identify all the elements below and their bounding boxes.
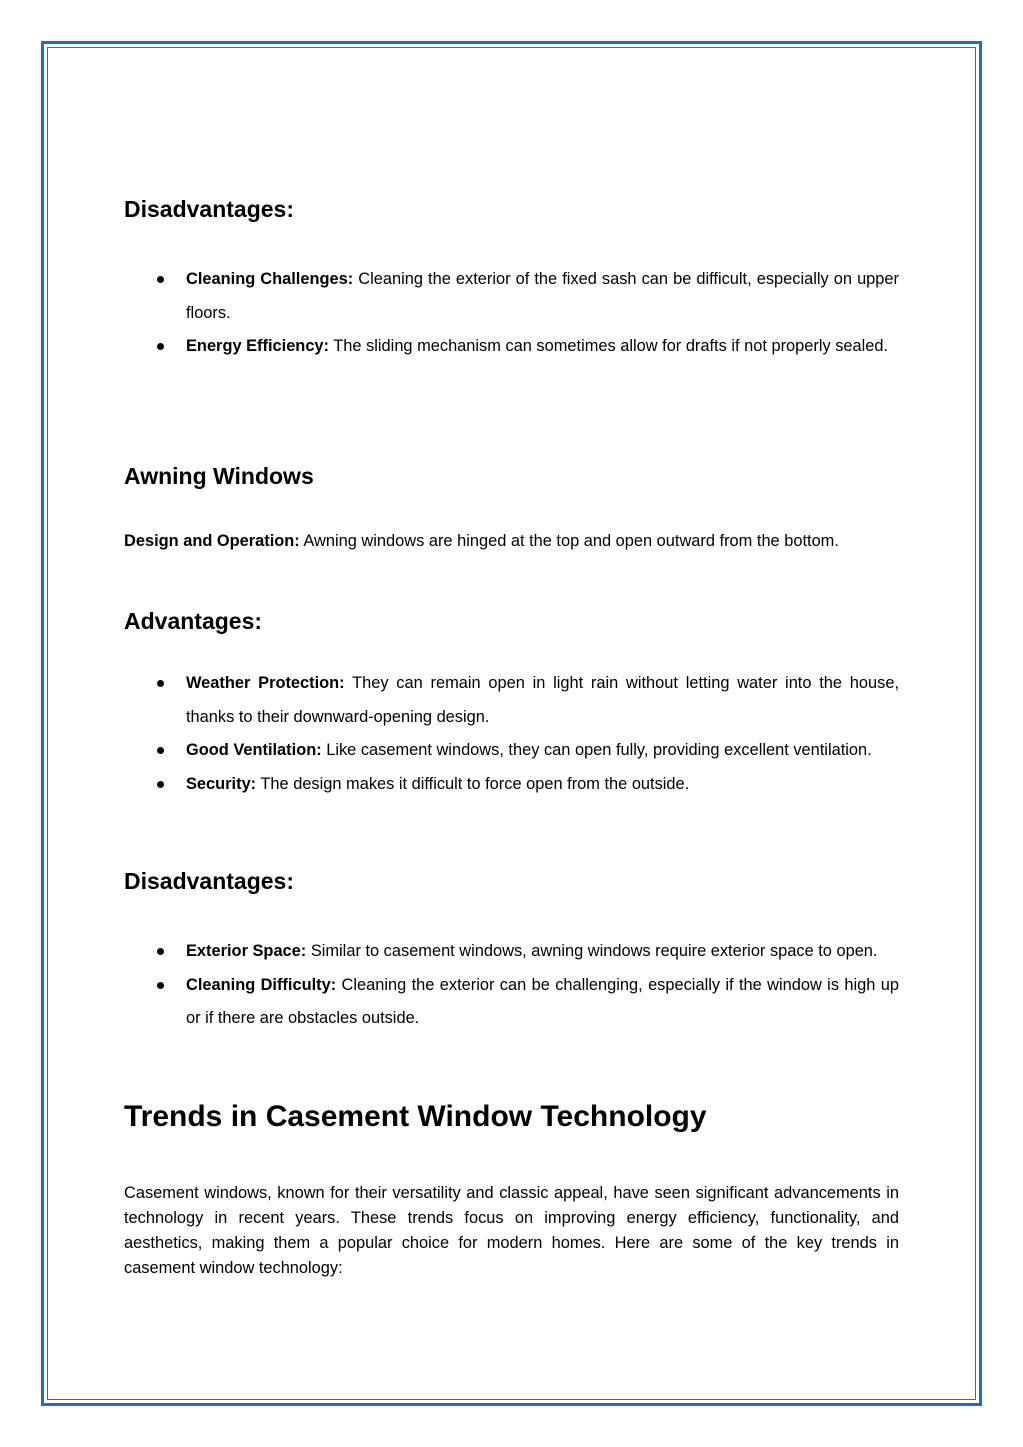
trends-paragraph: Casement windows, known for their versatility and classic appeal, have seen significant advancements in technology in recent years. These trends focus on improving energy efficiency, functionality, and aesthetics, making them a popular choice for modern homes. Here are some of the key trends in casement window technology:	[124, 1184, 899, 1277]
advantages-list	[124, 667, 899, 801]
list-item	[124, 935, 899, 969]
design-and-operation-paragraph	[124, 529, 899, 554]
item-term: Cleaning Difficulty:	[186, 975, 337, 994]
item-term: Good Ventilation:	[186, 741, 322, 759]
item-term: Cleaning Challenges:	[186, 270, 354, 288]
item-text: Cleaning the exterior of the fixed sash can be difficult, especially on upper floors.	[186, 270, 899, 322]
item-text: The design makes it difficult to force open from the outside.	[260, 774, 690, 793]
item-text: Like casement windows, they can open fully, providing excellent ventilation.	[326, 741, 872, 759]
list-item	[124, 667, 899, 734]
design-term: Design and Operation:	[124, 532, 300, 550]
design-text: Awning windows are hinged at the top and open outward from the bottom.	[303, 532, 839, 550]
bullet-icon	[157, 747, 164, 754]
trends-heading: Trends in Casement Window Technology	[124, 1100, 707, 1133]
list-item	[124, 969, 899, 1036]
list-item	[124, 768, 899, 802]
bullet-icon	[157, 781, 164, 788]
disadvantages-heading: Disadvantages:	[124, 868, 295, 894]
item-term: Energy Efficiency:	[186, 337, 330, 355]
bullet-icon	[157, 680, 164, 687]
list-item	[124, 263, 899, 330]
advantages-heading: Advantages:	[124, 608, 263, 634]
item-term: Weather Protection:	[186, 674, 345, 692]
bullet-icon	[157, 343, 164, 350]
item-text: They can remain open in light rain without letting water into the house, thanks to their downward-opening design.	[186, 674, 899, 726]
disadvantages-heading: Disadvantages:	[124, 196, 295, 222]
bullet-icon	[157, 948, 164, 955]
item-term: Security:	[186, 774, 257, 793]
item-text: Cleaning the exterior can be challenging, especially if the window is high up or if there are obstacles outside.	[186, 975, 899, 1027]
disadvantages-list	[124, 263, 899, 364]
disadvantages-list	[124, 935, 899, 1036]
list-item	[124, 734, 899, 768]
item-text: Similar to casement windows, awning windows require exterior space to open.	[310, 942, 878, 960]
item-text: The sliding mechanism can sometimes allow for drafts if not properly sealed.	[333, 337, 889, 355]
list-item	[124, 330, 899, 364]
awning-windows-heading: Awning Windows	[124, 463, 314, 489]
bullet-icon	[157, 982, 164, 989]
bullet-icon	[157, 276, 164, 283]
item-term: Exterior Space:	[186, 942, 307, 960]
